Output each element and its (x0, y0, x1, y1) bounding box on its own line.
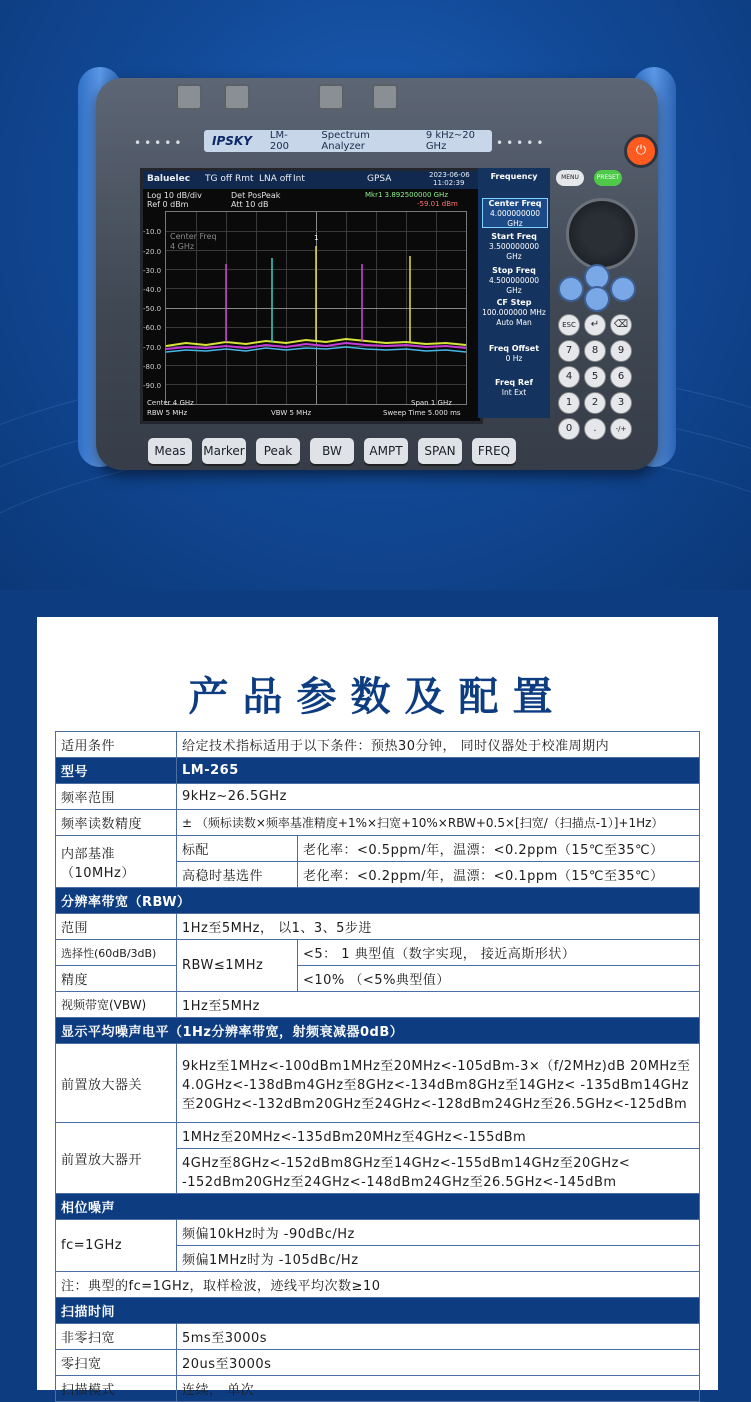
spectrum-plot (165, 211, 467, 405)
backspace-key[interactable]: ⌫ (610, 314, 632, 336)
rf-connector (372, 84, 398, 110)
model-range: 9 kHz~20 GHz (425, 130, 476, 152)
softkey-frequency[interactable] (482, 172, 546, 200)
softkey-stop-freq[interactable] (482, 266, 546, 294)
status-chip: LNA off (259, 174, 292, 184)
status-chip: Int (293, 174, 305, 184)
softkey-value: 100.000000 MHz (482, 308, 546, 318)
table-row (56, 992, 700, 1018)
row-value: <10% （<5%典型值） (298, 966, 700, 992)
key-0[interactable]: 0 (558, 418, 580, 440)
left-arrow-button[interactable] (558, 276, 584, 302)
y-tick-label: -90.0 (143, 382, 162, 390)
peak-button[interactable]: Peak (256, 438, 300, 464)
table-row (56, 1194, 700, 1220)
table-row (56, 1298, 700, 1324)
status-chip: Rmt (235, 174, 254, 184)
row-value: 9kHz~26.5GHz (177, 784, 700, 810)
row-label: 精度 (56, 966, 177, 992)
row-sublabel: RBW≤1MHz (177, 940, 298, 992)
overlay-label: Center Freq (170, 232, 217, 241)
y-tick-label: -70.0 (143, 344, 162, 352)
y-tick-label: -30.0 (143, 267, 162, 275)
softkey-extra: Auto Man (496, 318, 532, 328)
row-value: 1Hz至5MHz， 以1、3、5步进 (177, 914, 700, 940)
sweep-time-readout: Sweep Time 5.000 ms (383, 409, 461, 417)
speaker-dots: ••••• (496, 136, 547, 150)
screen-brand: Baluelec (147, 174, 191, 184)
key-3[interactable]: 3 (610, 392, 632, 414)
y-tick-label: -80.0 (143, 363, 162, 371)
table-row (56, 784, 700, 810)
spectrum-analyzer-device (78, 32, 676, 458)
row-value: 给定技术指标适用于以下条件：预热30分钟， 同时仪器处于校准周期内 (177, 732, 700, 758)
softkey-value: 3.500000000 GHz (488, 242, 540, 262)
row-label: 零扫宽 (56, 1350, 177, 1376)
row-sublabel: 高稳时基选件 (177, 862, 298, 888)
row-value: ± （频标读数×频率基准精度+1%×扫宽+10%×RBW+0.5×[扫宽/（扫描点-1）]+1Hz） (177, 810, 700, 836)
row-value: 9kHz至1MHz<-100dBm1MHz至20MHz<-105dBm-3×（f/2MHz)dB 20MHz至4.0GHz<-138dBm4GHz至8GHz<-134dBm8GHz至14GHz< -135dBm14GHz至20GHz<-132dBm20GHz至24GHz<-128dBm24GHz至26.5GHz<-125dBm (177, 1044, 700, 1123)
table-row (56, 1376, 700, 1402)
key-7[interactable]: 7 (558, 340, 580, 362)
rf-connector (318, 84, 344, 110)
center-freq-readout: Center 4 GHz (147, 399, 194, 407)
marker-number: 1 (314, 234, 319, 242)
section-header: 分辨率带宽（RBW） (56, 888, 700, 914)
y-tick-label: -50.0 (143, 305, 162, 313)
row-value: 老化率：<0.2ppm/年，温漂：<0.1ppm（15℃至35℃） (298, 862, 700, 888)
row-label: 内部基准（10MHz） (56, 836, 177, 888)
row-label: 前置放大器关 (56, 1044, 177, 1123)
detector: Det PosPeak (231, 191, 281, 200)
table-row (56, 836, 700, 862)
meas-button[interactable]: Meas (148, 438, 192, 464)
spec-sheet (37, 617, 718, 1398)
attenuation: Att 10 dB (231, 200, 269, 209)
rbw-readout: RBW 5 MHz (147, 409, 188, 417)
table-row (56, 1123, 700, 1149)
softkey-value: 0 Hz (505, 354, 523, 364)
freq-button[interactable]: FREQ (472, 438, 516, 464)
row-value: 4GHz至8GHz<-152dBm8GHz至14GHz<-155dBm14GHz至20GHz< -152dBm20GHz至24GHz<-148dBm24GHz至26.5GHz<-145dBm (177, 1149, 700, 1194)
bw-button[interactable]: BW (310, 438, 354, 464)
esc-key[interactable]: ESC (558, 314, 580, 336)
ref-level: Ref 0 dBm (147, 200, 189, 209)
marker-level: -59.01 dBm (417, 200, 458, 208)
marker-button[interactable]: Marker (202, 438, 246, 464)
softkey-freq-offset[interactable] (482, 344, 546, 372)
row-label: 扫描模式 (56, 1376, 177, 1402)
enter-key[interactable]: ↵ (584, 314, 606, 336)
ampt-button[interactable]: AMPT (364, 438, 408, 464)
softkey-title: CF Step (496, 298, 532, 307)
span-readout: Span 1 GHz (411, 399, 452, 407)
model-number: LM-200 (269, 130, 289, 152)
speaker-dots: ••••• (134, 136, 185, 150)
row-label: 视频带宽(VBW) (56, 992, 177, 1018)
table-note: 注：典型的fc=1GHz，取样检波，迹线平均次数≥10 (56, 1272, 700, 1298)
row-label: 非零扫宽 (56, 1324, 177, 1350)
right-arrow-button[interactable] (610, 276, 636, 302)
key-5[interactable]: 5 (584, 366, 606, 388)
table-row (56, 1044, 700, 1123)
row-label: 适用条件 (56, 732, 177, 758)
section-header: 扫描时间 (56, 1298, 700, 1324)
softkey-value: Int Ext (501, 388, 527, 398)
row-label: 前置放大器开 (56, 1123, 177, 1194)
marker-readout: Mkr1 3.892500000 GHz (365, 191, 448, 199)
model-name: Spectrum Analyzer (321, 130, 370, 152)
softkey-freq-ref[interactable] (482, 378, 546, 406)
row-value: 20us至3000s (177, 1350, 700, 1376)
y-tick-label: -60.0 (143, 324, 162, 332)
table-row (56, 1350, 700, 1376)
row-value: <5： 1 典型值（数字实现， 接近高斯形状） (298, 940, 700, 966)
row-value: 频偏1MHz时为 -105dBc/Hz (177, 1246, 700, 1272)
key-sign[interactable]: -/+ (610, 418, 632, 440)
analyzer-screen (140, 168, 483, 424)
log-div: Log 10 dB/div (147, 191, 202, 200)
softkey-title: Freq Offset (488, 344, 540, 353)
menu-button[interactable]: MENU (556, 170, 584, 186)
row-value: 老化率：<0.5ppm/年，温漂：<0.2ppm（15℃至35℃） (298, 836, 700, 862)
row-label: 频率读数精度 (56, 810, 177, 836)
key-1[interactable]: 1 (558, 392, 580, 414)
table-row (56, 810, 700, 836)
brand-logo: IPSKY (212, 134, 252, 148)
row-value: 连续， 单次 (177, 1376, 700, 1402)
row-label: 型号 (56, 758, 177, 784)
rotary-knob[interactable] (566, 198, 638, 270)
row-label: 选择性(60dB/3dB) (56, 940, 177, 966)
page-title: 产品参数及配置 (188, 674, 567, 720)
table-row (56, 1018, 700, 1044)
row-sublabel: 标配 (177, 836, 298, 862)
rf-connector (224, 84, 250, 110)
key-4[interactable]: 4 (558, 366, 580, 388)
key-dot[interactable]: . (584, 418, 606, 440)
table-row (56, 966, 700, 992)
softkey-panel (478, 168, 550, 418)
spec-table (55, 731, 700, 1402)
row-label: 频率范围 (56, 784, 177, 810)
device-body (96, 78, 658, 470)
softkey-start-freq[interactable] (482, 232, 546, 260)
y-tick-label: -10.0 (143, 228, 162, 236)
key-6[interactable]: 6 (610, 366, 632, 388)
status-chip: TG off (205, 174, 233, 184)
table-row (56, 1272, 700, 1298)
table-row (56, 1220, 700, 1246)
table-row (56, 1324, 700, 1350)
row-value: 频偏10kHz时为 -90dBc/Hz (177, 1220, 700, 1246)
row-value: 5ms至3000s (177, 1324, 700, 1350)
section-header: 相位噪声 (56, 1194, 700, 1220)
y-tick-label: -20.0 (143, 248, 162, 256)
preset-button[interactable]: PRESET (594, 170, 622, 186)
softkey-value: 4.000000000 GHz (489, 209, 541, 229)
softkey-value: 4.500000000 GHz (488, 276, 540, 296)
power-button[interactable]: ⏻ (624, 134, 658, 168)
model-bar (204, 130, 492, 152)
rf-connector (176, 84, 202, 110)
overlay-value: 4 GHz (170, 242, 195, 251)
span-button[interactable]: SPAN (418, 438, 462, 464)
vbw-readout: VBW 5 MHz (271, 409, 312, 417)
softkey-title: Freq Ref (495, 378, 533, 387)
mode-label: GPSA (367, 174, 392, 184)
softkey-title: Frequency (490, 172, 538, 181)
screen-date: 2023-06-06 (429, 171, 470, 179)
key-2[interactable]: 2 (584, 392, 606, 414)
row-value: 1Hz至5MHz (177, 992, 700, 1018)
key-8[interactable]: 8 (584, 340, 606, 362)
row-value: 1MHz至20MHz<-135dBm20MHz至4GHz<-155dBm (177, 1123, 700, 1149)
down-arrow-button[interactable] (584, 286, 610, 312)
section-header: 显示平均噪声电平（1Hz分辨率带宽，射频衰减器0dB） (56, 1018, 700, 1044)
product-hero (0, 0, 751, 590)
key-9[interactable]: 9 (610, 340, 632, 362)
row-value: LM-265 (177, 758, 700, 784)
screen-status-bar (143, 171, 480, 189)
table-row (56, 914, 700, 940)
table-row (56, 888, 700, 914)
table-row (56, 940, 700, 966)
row-label: 范围 (56, 914, 177, 940)
table-row (56, 732, 700, 758)
softkey-center-freq[interactable] (482, 198, 548, 228)
screen-time: 11:02:39 (433, 179, 465, 187)
softkey-cf-step[interactable] (482, 298, 546, 332)
softkey-title: Start Freq (491, 232, 537, 241)
row-label: fc=1GHz (56, 1220, 177, 1272)
softkey-title: Center Freq (488, 199, 542, 208)
y-tick-label: -40.0 (143, 286, 162, 294)
table-row (56, 758, 700, 784)
softkey-title: Stop Freq (492, 266, 536, 275)
